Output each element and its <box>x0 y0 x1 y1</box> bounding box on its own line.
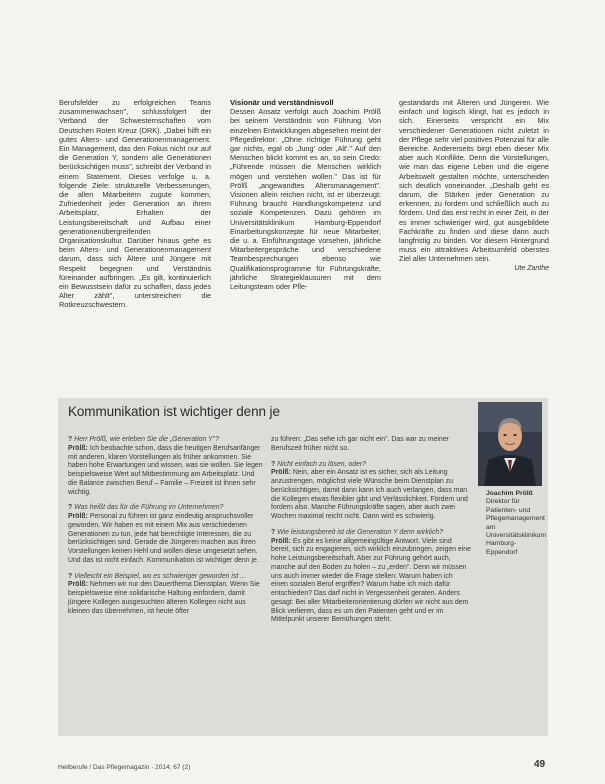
portrait-photo <box>478 402 542 486</box>
interview-question: ? Herr Prölß, wie erleben Sie die „Generation Y"? <box>68 436 219 443</box>
portrait-image <box>478 402 542 486</box>
author-signature: Ute Zanthe <box>514 264 549 272</box>
interview-answer: Prölß: Ich beobachte schon, dass die heutigen Berufsanfänger mit anderen, klaren Vorstellungen als früher ankommen. Sie haben hohe Erwartungen und wissen, was sie wollen. Sie legen beispielsweise Wert auf Mitbestimmung am Arbeitsplatz. Und die Balance zwischen Beruf – Familie – Freizeit ist ihnen sehr wichtig. <box>68 444 263 496</box>
section-heading: Visionär und verständnisvoll <box>230 98 334 107</box>
interview-answer: Prölß: Es gibt es keine allgemeingültige Antwort. Viele sind bereit, sich zu engagieren, sich wirklich einzubringen, zeigen eine hohe Leistungsbereitschaft. Aber zur Führung gehört auch, manche auf den Boden zu holen – zu „erden". Denn wir müssen uns auch immer wieder die Frage stellen: Warum haben ich einen sozialen Beruf ergriffen? Warum habe ich mich dafür entschieden? Das darf nicht in Vergessenheit geraten. Anders gesagt: Bei aller Mitarbeiterorientierung dürfen wir nicht aus dem Blick verlieren, dass es um den Patienten geht und er im Mittelpunkt unserer Bemühungen steht. <box>271 537 471 624</box>
caption-name: Joachim Prölß <box>486 490 533 497</box>
column-1-text: Berufsfelder zu erfolgreichen Teams zusammenwachsen", schlussfolgert der Verband der Schwesternschaften vom Deutschen Roten Kreuz (DRK). „Dabei hilft ein gutes Alters- und Generationenmanagement. Ein Management, das den Fokus nicht nur auf die Generation Y, sondern alle Generationen berücksichtigen muss", schreibt der Verband in einem Statement. Dieses verfolge u. a. folgende Ziele: strukturelle Verbesserungen, die allen Mitarbeitern zugute kommen, Zufriedenheit jeder Generation an ihrem Arbeitsplatz, Erhalten der Leistungsbereitschaft und Aufbau einer generationenübergreifenden Organisationskultur. Darüber hinaus gehe es beim Alters- und Generationenmanagement darum, dass sich Ältere und Jüngere mit Respekt begegnen und Verständnis füreinander aufbringen. „Es gilt, kontinuierlich ein Bewusstsein dafür zu schaffen, dass jedes Alter zählt", unterstreichen die Rotkreuzschwestern. <box>59 98 211 310</box>
footer-publication: Heilberufe / Das Pflegemagazin · 2014; 67 (2) <box>58 764 191 771</box>
interview-question: ? Wie leistungsbereit ist die Generation Y denn wirklich? <box>271 528 444 536</box>
interview-question: ? Was heißt das für die Führung im Unternehmen? <box>68 504 224 512</box>
interview-answer: Prölß: Nein, aber ein Ansatz ist es sicher, sich als Leitung anzustrengen, möglichst viele Wünsche beim Dienstplan zu berücksichtigen, damit dann kann ich auch verlangen, dass man die Kollegen etwas flexibler gibt und Verlässlichkeit. Fördern und fordern also. Manche Führungskräfte sagen, aber auch zwei Wochen maximal reicht nicht. Dann wird es schwierig. <box>271 469 468 520</box>
interview-answer: Prölß: Nehmen wir nur den Dauerthema Dienstplan. Wenn Sie beispielsweise eine solidarische Haltung einfordern, damit jüngere Kollegen ausgesuchten älteren Kollegen nicht aus kleinen das übernehmen, ist heute öfter <box>68 581 260 615</box>
column-3-text: gestandards mit Älteren und Jüngeren. Wie einfach und logisch klingt, hat es jedoch in sich. Einerseits verspricht ein Mix verschiedener Generationen nicht zuletzt in der Pflege sehr viel positives Potenzial für alle Bereiche. Andererseits birgt eben dieser Mix aber auch Konflikte. Denn die Vorstellungen, wie man das eigene Leben und die eigene Arbeitswelt gestalten möchte, unterscheiden sich deutlich voneinander. „Deshalb geht es darum, die Stärken jeder Generation zu erkennen, zu fordern und schließlich auch zu fördern. Und das erst recht in einer Zeit, in der es immer schwieriger wird, gut ausgebildete Fachkräfte zu finden und diese dann auch langfristig zu binden. Vor diesem Hintergrund muss ein attraktives Arbeitsumfeld oberstes Ziel aller Unternehmen sein. <box>399 98 549 264</box>
interview-column-left <box>68 436 264 623</box>
interview-answer: Prölß: Personal zu führen ist ganz eindeutig anspruchsvoller geworden. Wir haben es mit einem Mix aus verschiedenen Generationen zu tun, jede hat berechtigte Interessen, die zu berücksichtigen sind. Gerade die Jüngeren machen aus ihren Vorstellungen keinen Hehl und wollen diese umgesetzt sehen. Und das ist nicht einfach. Kommunikation ist wichtiger denn je. <box>68 513 259 564</box>
interview-title: Kommunikation ist wichtiger denn je <box>68 404 280 419</box>
page-number: 49 <box>534 759 546 770</box>
interview-question: ? Vielleicht ein Beispiel, wo es schwieriger geworden ist ... <box>68 572 246 580</box>
column-2-text: Dessen Ansatz verfolgt auch Joachim Prölß bei seinem Verständnis von Führung. Von einzelnen Entwicklungen abgesehen meint der Pflegedirektor: „Ohne richtige Führung geht gar nichts, egal ob ‚Jung' oder ‚Alt'." Auf den Menschen blickt kommt es an, so sein Credo: „Führende müssen die Menschen wirklich mögen und verstehen wollen." Das ist für Prölß „angewandtes Altersmanagement". Visionen allein reichen nicht, ist er überzeugt: Führung braucht Handlungskompetenz und soziale Kompetenzen. Dazu gehören im Universitätsklinikum Hamburg-Eppendorf Einarbeitungskonzepte für neue Mitarbeiter, die u. a. Einführungstage vorsehen, jährliche Mitarbeitergespräche und verschiedene Teambesprechungen ebenso wie Qualifikationsprogramme für Führungskräfte, jährliche Strategieklausuren mit dem Leitungsteam oder Pfle- <box>230 107 381 292</box>
interview-question: ? Nicht einfach zu lösen, oder? <box>271 460 367 468</box>
article-column-3 <box>399 98 549 273</box>
caption-role: Direktor für Patienten- und Pflegemanagement am Universitätsklinikum Hamburg-Eppendorf <box>486 498 547 556</box>
portrait-caption <box>486 490 547 557</box>
article-column-1 <box>59 98 211 310</box>
interview-answer: zu führen: „Das sehe ich gar nicht ein". Das war zu meiner Berufszeit früher nicht so. <box>271 436 449 452</box>
article-column-2 <box>230 98 381 291</box>
interview-column-right <box>271 436 471 632</box>
